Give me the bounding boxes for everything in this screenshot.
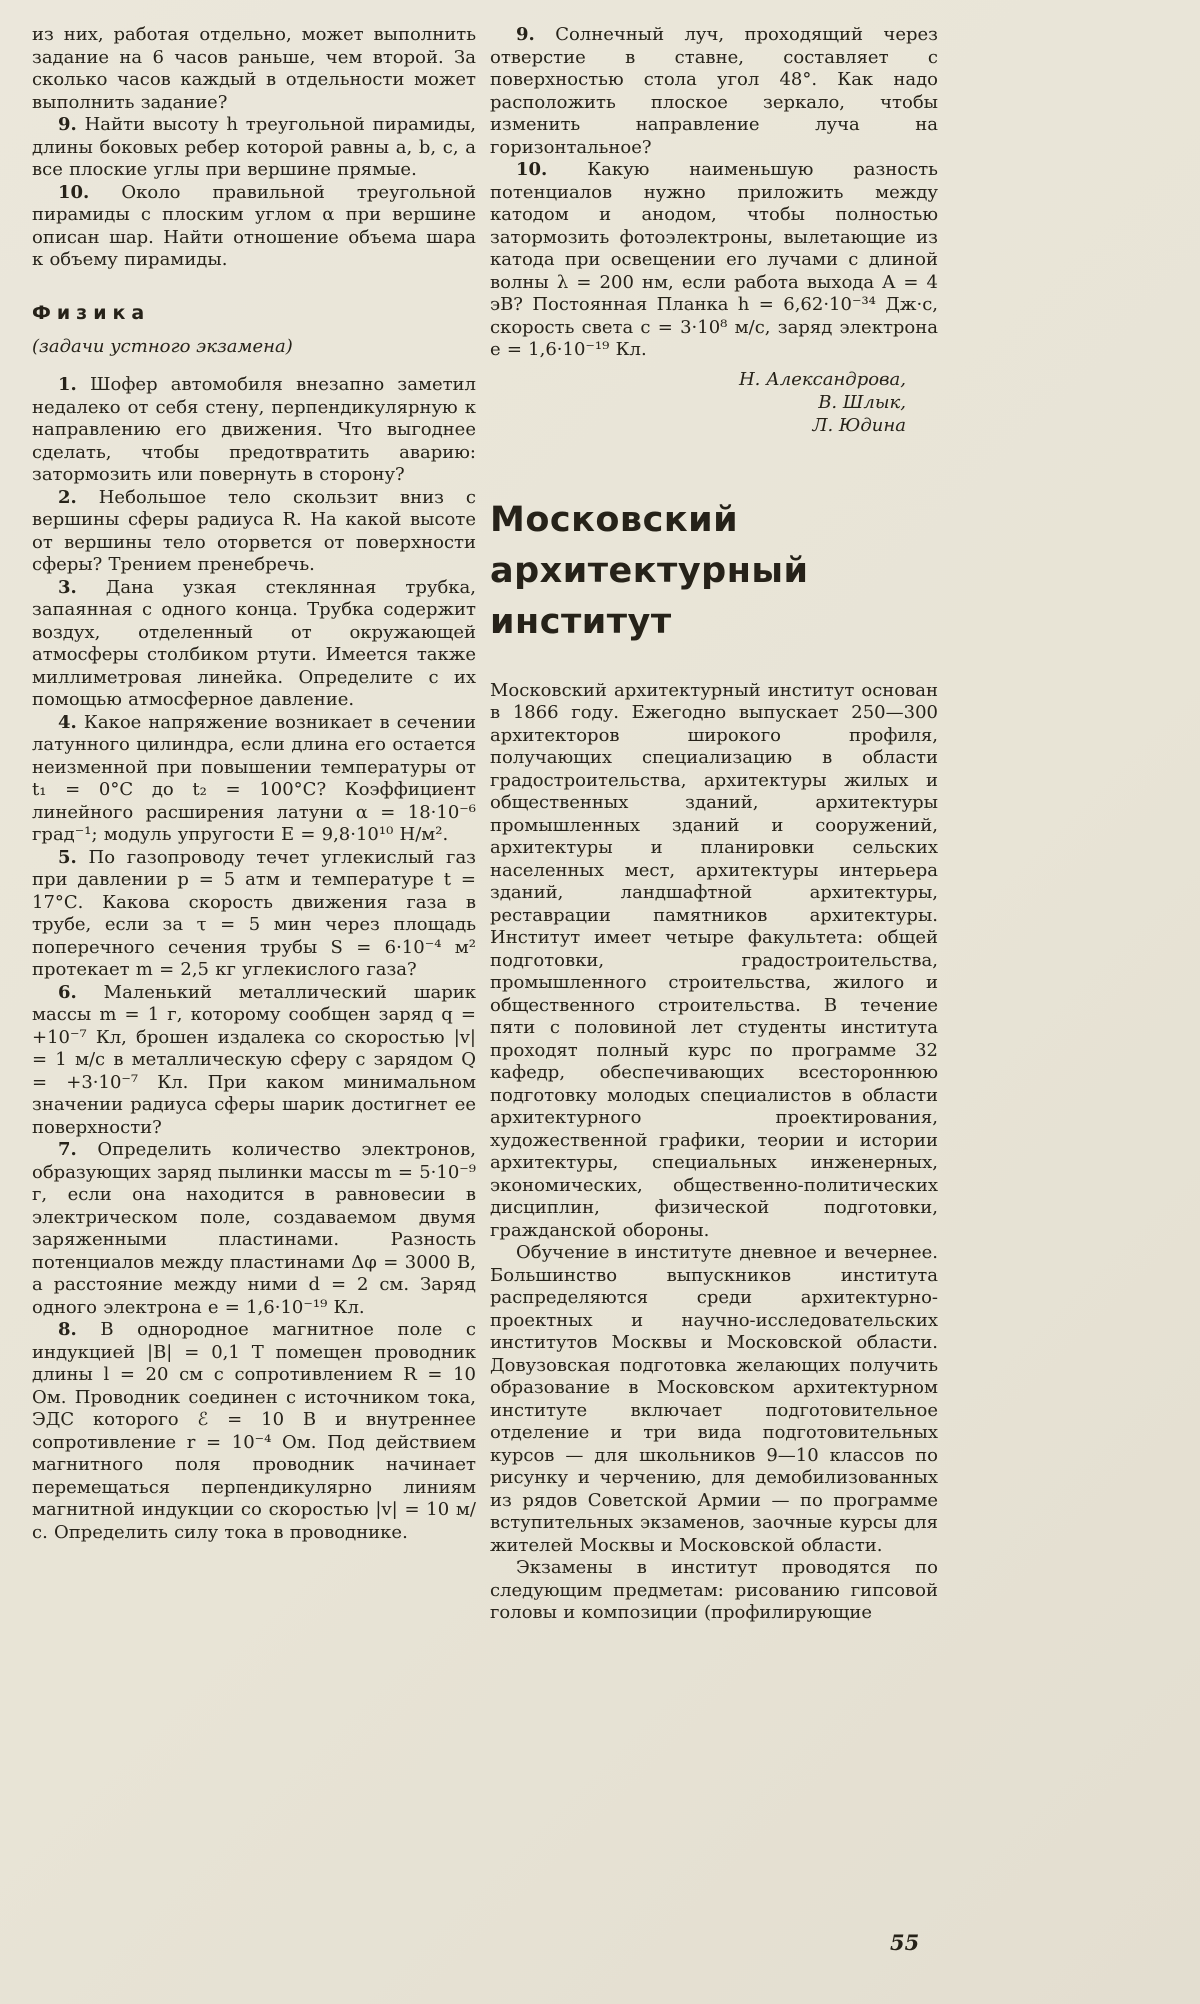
section-subtitle: (задачи устного экзамена) bbox=[32, 335, 293, 357]
math-problem-9 bbox=[32, 114, 476, 182]
problem-number: 9. bbox=[58, 114, 77, 135]
article-paragraph: Московский архитектурный институт основан в 1866 году. Ежегодно выпускает 250—300 архитекторов широкого профиля, получающих специализацию в области градостроительства, архитектуры жилых и общественных зданий, архитектуры промышленных зданий и сооружений, архитектуры и планировки сельских населенных мест, архитектуры интерьера зданий, ландшафтной архитектуры, реставрации памятников архитектуры. Институт имеет четыре факультета: общей подготовки, градостроительства, промышленного строительства, жилого и общественного строительства. В течение пяти с половиной лет студенты института проходят полный курс по программе 32 кафедр, обеспечивающих всестороннюю подготовку молодых специалистов в области архитектурного проектирования, художественной графики, теории и истории архитектуры, специальных инженерных, экономических, общественно-политических дисциплин, физической подготовки, гражданской обороны. bbox=[490, 679, 938, 1241]
problem-text: В однородное магнитное поле с индукцией |B| = 0,1 Т помещен проводник длины l = 20 см с сопротивлением R = 10 Ом. Проводник соединен с источником тока, ЭДС которого ℰ = 10 В и внутреннее сопротивление r = 10⁻⁴ Ом. Под действием магнитного поля проводник начинает перемещаться перпендикулярно линиям магнитной индукции со скоростью |v| = 10 м/с. Определить силу тока в проводнике. bbox=[32, 1319, 476, 1543]
problem-text: Маленький металлический шарик массы m = 1 г, которому сообщен заряд q = +10⁻⁷ Кл, брошен издалека со скоростью |v| = 1 м/с в металлическую сферу с зарядом Q = +3·10⁻⁷ Кл. При каком минимальном значении радиуса сферы шарик достигнет ее поверхности? bbox=[32, 981, 476, 1138]
problem-number: 10. bbox=[516, 159, 548, 180]
problem-text: По газопроводу течет углекислый газ при давлении p = 5 атм и температуре t = 17°С. Какова скорость движения газа в трубе, если за τ = 5 мин через площадь поперечного сечения трубы S = 6·10⁻⁴ м² протекает m = 2,5 кг углекислого газа? bbox=[32, 846, 476, 980]
author-name: Н. Александрова, bbox=[738, 368, 906, 390]
article-paragraph: Экзамены в институт проводятся по следующим предметам: рисованию гипсовой головы и композиции (профилирующие bbox=[490, 1557, 938, 1623]
problem-number: 8. bbox=[58, 1319, 77, 1340]
problem-text: Около правильной треугольной пирамиды с плоским углом α при вершине описан шар. Найти отношение объема шара к объему пирамиды. bbox=[32, 181, 476, 270]
article-title-line: архитектурный bbox=[490, 550, 809, 591]
article-paragraph: Обучение в институте дневное и вечернее. Большинство выпускников института распределяются среди архитектурно-проектных и научно-исследовательских институтов Москвы и Московской области. Довузовская подготовка желающих получить образование в Московском архитектурном институте включает подготовительное отделение и три вида подготовительных курсов — для школьников 9—10 классов по рисунку и черчению, для демобилизованных из рядов Советской Армии — по программе вступительных экзаменов, заочные курсы для жителей Москвы и Московской области. bbox=[490, 1242, 938, 1556]
article-title bbox=[490, 495, 938, 648]
problem-number: 4. bbox=[58, 711, 77, 733]
problem-text: Шофер автомобиля внезапно заметил недалеко от себя стену, перпендикулярную к направлению его движения. Что выгоднее сделать, чтобы предотвратить аварию: затормозить или повернуть в сторону? bbox=[32, 374, 476, 485]
problem-number: 6. bbox=[58, 981, 77, 1003]
problem-number: 9. bbox=[516, 24, 535, 45]
problem-text: Найти высоту h треугольной пирамиды, длины боковых ребер которой равны a, b, c, а все плоские углы при вершине прямые. bbox=[32, 114, 476, 180]
problem-text: Какое напряжение возникает в сечении латунного цилиндра, если длина его остается неизменной при повышении температуры от t₁ = 0°С до t₂ = 100°С? Коэффициент линейного расширения латуни α = 18·10⁻⁶ град⁻¹; модуль упругости E = 9,8·10¹⁰ Н/м². bbox=[32, 711, 476, 845]
section-heading-physics: Физика bbox=[32, 301, 151, 324]
right-column bbox=[490, 24, 938, 1625]
physics-problem-4 bbox=[32, 712, 476, 847]
article-title-line: институт bbox=[490, 601, 672, 642]
problem-text: Небольшое тело скользит вниз с вершины сферы радиуса R. На какой высоте от вершины тело оторвется от поверхности сферы? Трением пренебречь. bbox=[32, 486, 476, 575]
authors-block bbox=[490, 368, 938, 437]
physics-problem-2 bbox=[32, 487, 476, 577]
author-name: В. Шлык, bbox=[818, 391, 906, 413]
physics-problem-3 bbox=[32, 577, 476, 712]
author-name: Л. Юдина bbox=[812, 414, 906, 436]
problem-number: 1. bbox=[58, 374, 77, 395]
physics-problem-6 bbox=[32, 982, 476, 1140]
physics-problem-9 bbox=[490, 24, 938, 159]
article-title-line: Московский bbox=[490, 499, 739, 540]
problem-number: 5. bbox=[58, 846, 77, 868]
problem-text: Дана узкая стеклянная трубка, запаянная с одного конца. Трубка содержит воздух, отделенный от окружающей атмосферы столбиком ртути. Имеется также миллиметровая линейка. Определите с их помощью атмосферное давление. bbox=[32, 576, 476, 710]
physics-problem-1 bbox=[32, 374, 476, 487]
continuation-paragraph: из них, работая отдельно, может выполнить задание на 6 часов раньше, чем второй. За сколько часов каждый в отдельности может выполнить задание? bbox=[32, 24, 476, 113]
problem-number: 2. bbox=[58, 486, 77, 508]
problem-number: 7. bbox=[58, 1139, 77, 1160]
physics-problem-8 bbox=[32, 1319, 476, 1544]
left-column bbox=[32, 24, 476, 1544]
problem-text: Определить количество электронов, образующих заряд пылинки массы m = 5·10⁻⁹ г, если она находится в равновесии в электрическом поле, создаваемом двумя заряженными пластинами. Разность потенциалов между пластинами Δφ = 3000 В, а расстояние между ними d = 2 см. Заряд одного электрона e = 1,6·10⁻¹⁹ Кл. bbox=[32, 1139, 476, 1318]
physics-problem-5 bbox=[32, 847, 476, 982]
problem-text: Солнечный луч, проходящий через отверстие в ставне, составляет с поверхностью стола угол 48°. Как надо расположить плоское зеркало, чтобы изменить направление луча на горизонтальное? bbox=[490, 24, 938, 158]
math-problem-10 bbox=[32, 182, 476, 272]
page-number: 55 bbox=[890, 1930, 920, 1955]
physics-problem-7 bbox=[32, 1139, 476, 1319]
problem-number: 3. bbox=[58, 576, 77, 598]
article-body bbox=[490, 680, 938, 1625]
physics-problem-10 bbox=[490, 159, 938, 362]
problem-text: Какую наименьшую разность потенциалов нужно приложить между катодом и анодом, чтобы полностью затормозить фотоэлектроны, вылетающие из катода при освещении его лучами с длиной волны λ = 200 нм, если работа выхода A = 4 эВ? Постоянная Планка h = 6,62·10⁻³⁴ Дж·с, скорость света c = 3·10⁸ м/с, заряд электрона e = 1,6·10⁻¹⁹ Кл. bbox=[490, 159, 938, 360]
problem-number: 10. bbox=[58, 181, 90, 203]
